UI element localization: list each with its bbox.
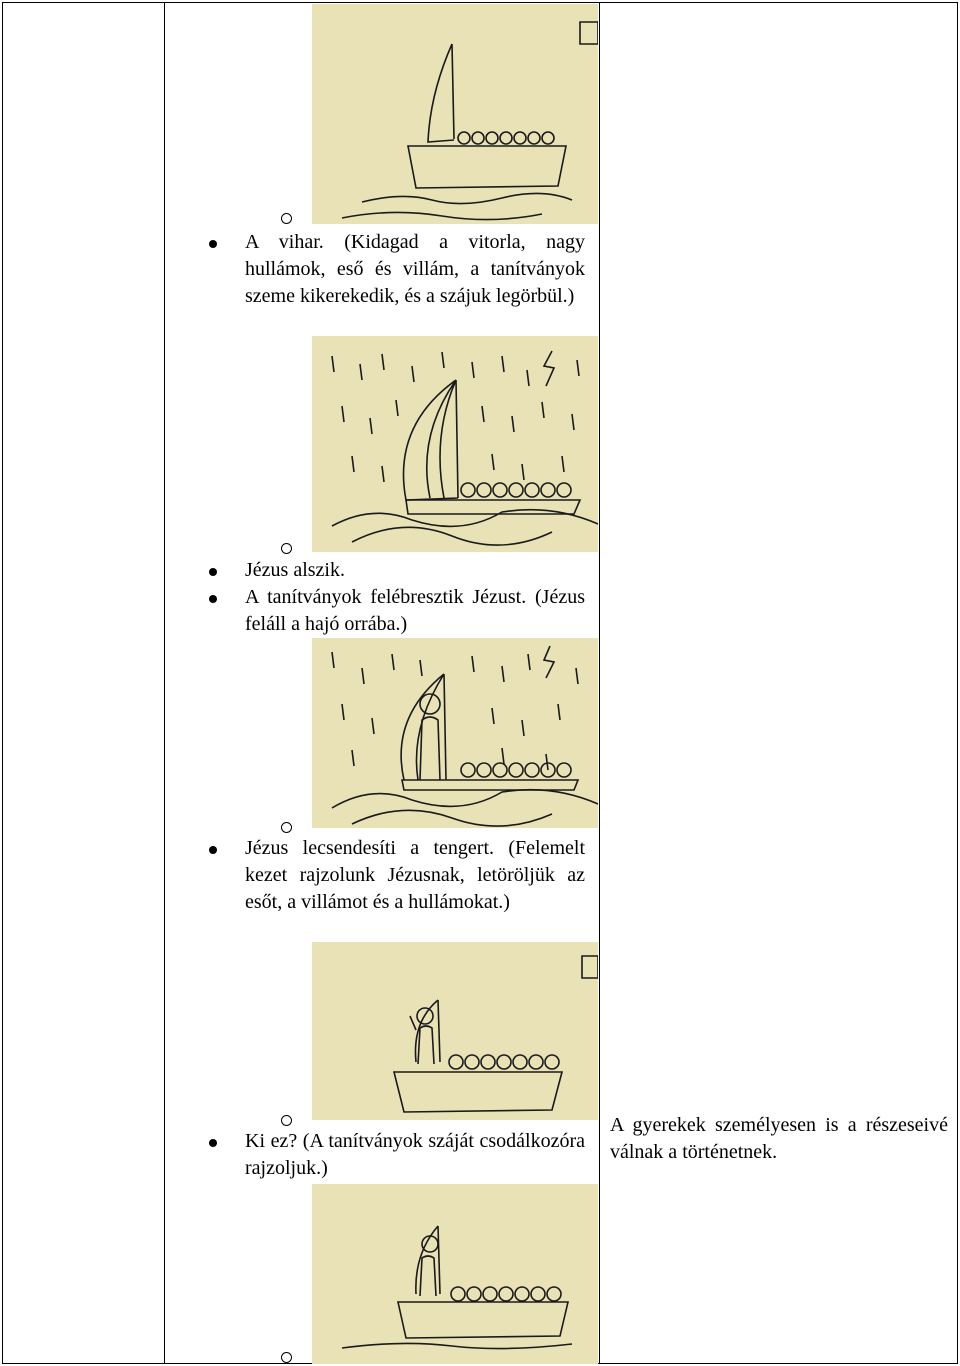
bullet-icon [209,595,217,603]
bullet-icon [209,1139,217,1147]
drawing-calm-sea [312,942,598,1120]
step-block-3 [209,835,585,916]
step-text: A vihar. (Kidagad a vitorla, nagy hullámok, eső és villám, a tanítványok szeme kikerekedik, és a szájuk legörbül.) [245,231,585,307]
step-text: A tanítványok felébresztik Jézust. (Jézus feláll a hajó orrába.) [245,586,585,635]
sub-bullet-circle [281,822,292,833]
column-divider [599,2,600,1364]
step-block-1 [209,229,585,310]
bullet-icon [209,240,217,248]
sub-bullet-circle [281,213,292,224]
drawing-calm-boat [312,4,598,224]
step-text: Jézus lecsendesíti a tengert. (Felemelt kezet rajzolunk Jézusnak, letöröljük az esőt, a villámot és a hullámokat.) [245,837,585,913]
column-divider [164,2,165,1364]
list-item [209,835,585,916]
step-text: Jézus alszik. [245,559,345,581]
list-item [209,584,585,638]
drawing-storm [312,336,598,552]
sub-bullet-circle [281,1352,292,1363]
bullet-icon [209,846,217,854]
sub-bullet-circle [281,543,292,554]
step-block-4 [209,1128,585,1182]
list-item [209,557,585,584]
drawing-jesus-stands [312,638,598,828]
bullet-icon [209,568,217,576]
sub-bullet-circle [281,1115,292,1126]
drawing-amazed-disciples [312,1184,598,1364]
step-block-2 [209,557,585,638]
note-text: A gyerekek személyesen is a részeseivé válnak a történetnek. [610,1114,948,1163]
step-text: Ki ez? (A tanítványok száját csodálkozóra rajzoljuk.) [245,1130,585,1179]
list-item [209,1128,585,1182]
list-item [209,229,585,310]
